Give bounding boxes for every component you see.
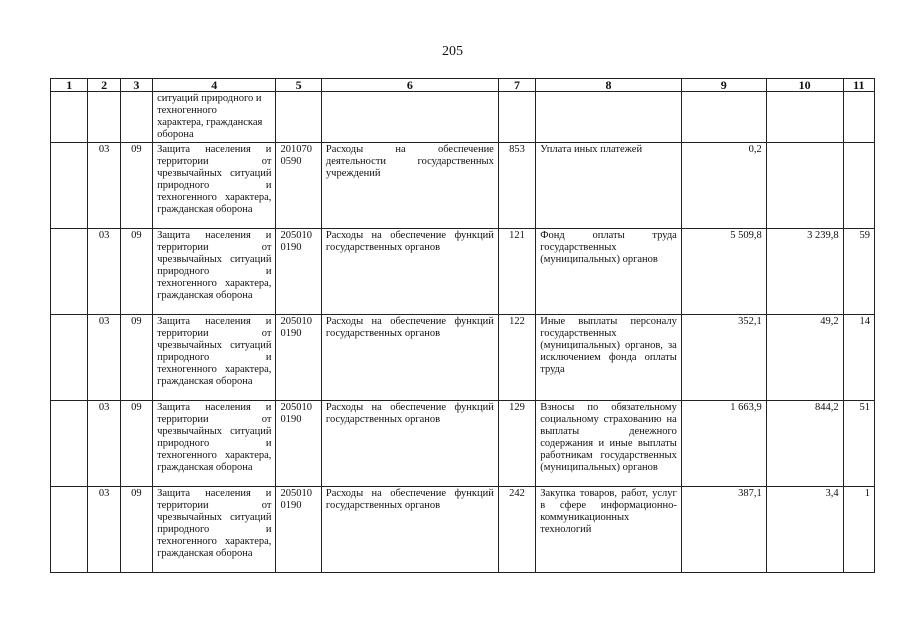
cell-section: 03	[88, 143, 120, 229]
column-header: 2	[88, 79, 120, 92]
cell-expense-type-name: Уплата иных платежей	[536, 143, 682, 229]
column-header: 9	[681, 79, 766, 92]
cell-subsection: 09	[120, 401, 152, 487]
cell-section: 03	[88, 487, 120, 573]
cell-article-name: Расходы на обеспечение функций государственных органов	[321, 229, 498, 315]
column-header: 6	[321, 79, 498, 92]
cell-row-number	[51, 143, 88, 229]
cell-row-number	[51, 229, 88, 315]
cell-expense-type-name: Закупка товаров, работ, услуг в сфере информационно-коммуникационных технологий	[536, 487, 682, 573]
cell-percent: 1	[843, 487, 874, 573]
table-row	[51, 92, 875, 143]
cell-subsection-name: Защита населения и территории от чрезвычайных ситуаций природного и техногенного характера, гражданская оборона	[153, 401, 276, 487]
cell-article-name: Расходы на обеспечение функций государственных органов	[321, 401, 498, 487]
cell-row-number	[51, 401, 88, 487]
cell-percent	[843, 143, 874, 229]
cell-target-article: 205010 0190	[276, 229, 321, 315]
cell-subsection: 09	[120, 143, 152, 229]
table-row	[51, 229, 875, 315]
cell-target-article: 205010 0190	[276, 487, 321, 573]
cell-amount-9: 387,1	[681, 487, 766, 573]
cell-amount-9: 352,1	[681, 315, 766, 401]
column-header: 4	[153, 79, 276, 92]
cell-subsection-name: Защита населения и территории от чрезвычайных ситуаций природного и техногенного характера, гражданская оборона	[153, 143, 276, 229]
cell-expense-type: 129	[498, 401, 535, 487]
cell-article-name	[321, 92, 498, 143]
cell-subsection-name: Защита населения и территории от чрезвычайных ситуаций природного и техногенного характера, гражданская оборона	[153, 487, 276, 573]
cell-article-name: Расходы на обеспечение деятельности государственных учреждений	[321, 143, 498, 229]
cell-article-name: Расходы на обеспечение функций государственных органов	[321, 487, 498, 573]
cell-expense-type-name	[536, 92, 682, 143]
cell-amount-9: 5 509,8	[681, 229, 766, 315]
cell-expense-type-name: Фонд оплаты труда государственных (муниципальных) органов	[536, 229, 682, 315]
cell-percent	[843, 92, 874, 143]
cell-section	[88, 92, 120, 143]
page-number: 205	[442, 44, 463, 59]
cell-section: 03	[88, 315, 120, 401]
cell-target-article: 205010 0190	[276, 315, 321, 401]
cell-percent: 14	[843, 315, 874, 401]
table-row	[51, 315, 875, 401]
cell-subsection: 09	[120, 229, 152, 315]
cell-subsection: 09	[120, 315, 152, 401]
cell-subsection-name: Защита населения и территории от чрезвычайных ситуаций природного и техногенного характера, гражданская оборона	[153, 229, 276, 315]
cell-amount-10: 3,4	[766, 487, 843, 573]
cell-subsection: 09	[120, 487, 152, 573]
cell-amount-10: 3 239,8	[766, 229, 843, 315]
cell-amount-9: 1 663,9	[681, 401, 766, 487]
cell-expense-type-name: Взносы по обязательному социальному страхованию на выплаты денежного содержания и иные выплаты работникам государственных (муниципальных) органов	[536, 401, 682, 487]
cell-subsection-name: Защита населения и территории от чрезвычайных ситуаций природного и техногенного характера, гражданская оборона	[153, 315, 276, 401]
header-row	[51, 79, 875, 92]
cell-amount-10: 49,2	[766, 315, 843, 401]
cell-amount-10	[766, 92, 843, 143]
cell-row-number	[51, 487, 88, 573]
cell-expense-type: 242	[498, 487, 535, 573]
column-header: 7	[498, 79, 535, 92]
cell-subsection	[120, 92, 152, 143]
cell-target-article: 201070 0590	[276, 143, 321, 229]
cell-percent: 59	[843, 229, 874, 315]
cell-amount-10	[766, 143, 843, 229]
cell-target-article: 205010 0190	[276, 401, 321, 487]
column-header: 10	[766, 79, 843, 92]
cell-expense-type-name: Иные выплаты персоналу государственных (муниципальных) органов, за исключением фонда оплаты труда	[536, 315, 682, 401]
cell-expense-type: 121	[498, 229, 535, 315]
budget-table	[50, 78, 875, 573]
cell-section: 03	[88, 229, 120, 315]
cell-row-number	[51, 315, 88, 401]
cell-section: 03	[88, 401, 120, 487]
cell-expense-type: 853	[498, 143, 535, 229]
cell-expense-type	[498, 92, 535, 143]
cell-row-number	[51, 92, 88, 143]
cell-amount-9	[681, 92, 766, 143]
cell-target-article	[276, 92, 321, 143]
cell-amount-9: 0,2	[681, 143, 766, 229]
cell-percent: 51	[843, 401, 874, 487]
column-header: 11	[843, 79, 874, 92]
table-row	[51, 487, 875, 573]
table-row	[51, 143, 875, 229]
cell-subsection-name: ситуаций природного и техногенного характера, гражданская оборона	[153, 92, 276, 143]
column-header: 8	[536, 79, 682, 92]
cell-article-name: Расходы на обеспечение функций государственных органов	[321, 315, 498, 401]
table-row	[51, 401, 875, 487]
column-header: 5	[276, 79, 321, 92]
column-header: 3	[120, 79, 152, 92]
cell-expense-type: 122	[498, 315, 535, 401]
column-header: 1	[51, 79, 88, 92]
cell-amount-10: 844,2	[766, 401, 843, 487]
